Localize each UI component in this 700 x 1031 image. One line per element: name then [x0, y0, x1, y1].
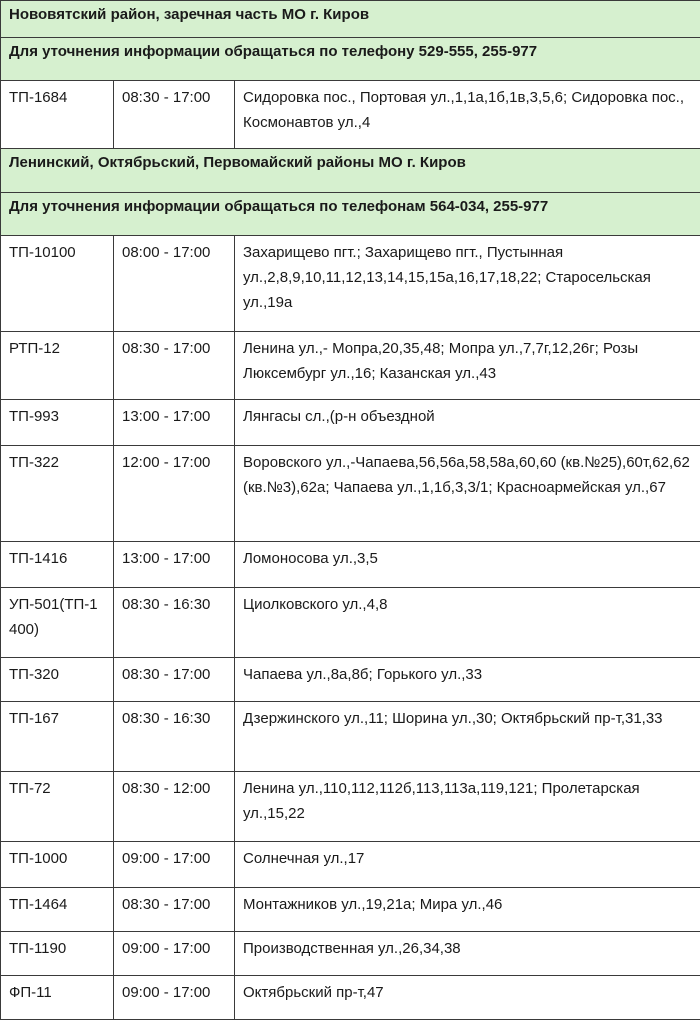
tp-cell: ФП-11: [1, 976, 114, 1020]
table-row: [1, 400, 700, 446]
district-header-row: [1, 1, 700, 38]
table-row: [1, 588, 700, 658]
time-cell: 09:00 - 17:00: [114, 976, 235, 1020]
tp-cell: ТП-993: [1, 400, 114, 446]
time-cell: 13:00 - 17:00: [114, 542, 235, 588]
address-cell: Солнечная ул.,17: [235, 842, 700, 888]
tp-cell: ТП-1190: [1, 932, 114, 976]
table-row: [1, 446, 700, 542]
table-row: [1, 658, 700, 702]
table-row: [1, 932, 700, 976]
address-cell: Захарищево пгт.; Захарищево пгт., Пустынная ул.,2,8,9,10,11,12,13,14,15,15а,16,17,18,22; Старосельская ул.,19а: [235, 236, 700, 332]
address-cell: Чапаева ул.,8а,8б; Горького ул.,33: [235, 658, 700, 702]
tp-cell: ТП-72: [1, 772, 114, 842]
time-cell: 08:30 - 12:00: [114, 772, 235, 842]
time-cell: 09:00 - 17:00: [114, 932, 235, 976]
time-cell: 09:00 - 17:00: [114, 842, 235, 888]
address-cell: Производственная ул.,26,34,38: [235, 932, 700, 976]
tp-cell: ТП-1416: [1, 542, 114, 588]
tp-cell: ТП-320: [1, 658, 114, 702]
address-cell: Ломоносова ул.,3,5: [235, 542, 700, 588]
address-cell: Дзержинского ул.,11; Шорина ул.,30; Октябрьский пр-т,31,33: [235, 702, 700, 772]
table-row: [1, 842, 700, 888]
contact-header-row: [1, 193, 700, 236]
time-cell: 08:30 - 17:00: [114, 81, 235, 149]
tp-cell: ТП-1684: [1, 81, 114, 149]
tp-cell: ТП-1000: [1, 842, 114, 888]
table-row: [1, 81, 700, 149]
tp-cell: РТП-12: [1, 332, 114, 400]
contact-info: Для уточнения информации обращаться по телефонам 564-034, 255-977: [1, 193, 700, 236]
district-name: Ленинский, Октябрьский, Первомайский районы МО г. Киров: [1, 149, 700, 193]
address-cell: Лянгасы сл.,(р-н объездной: [235, 400, 700, 446]
tp-cell: ТП-1464: [1, 888, 114, 932]
address-cell: Воровского ул.,-Чапаева,56,56а,58,58а,60,60 (кв.№25),60т,62,62 (кв.№3),62а; Чапаева ул.,1,1б,3,3/1; Красноармейская ул.,67: [235, 446, 700, 542]
time-cell: 08:30 - 16:30: [114, 588, 235, 658]
tp-cell: ТП-10100: [1, 236, 114, 332]
district-header-row: [1, 149, 700, 193]
tp-cell: ТП-167: [1, 702, 114, 772]
district-name: Нововятский район, заречная часть МО г. Киров: [1, 1, 700, 38]
contact-info: Для уточнения информации обращаться по телефону 529-555, 255-977: [1, 38, 700, 81]
table-row: [1, 332, 700, 400]
address-cell: Циолковского ул.,4,8: [235, 588, 700, 658]
address-cell: Октябрьский пр-т,47: [235, 976, 700, 1020]
time-cell: 13:00 - 17:00: [114, 400, 235, 446]
time-cell: 08:30 - 17:00: [114, 888, 235, 932]
table-row: [1, 702, 700, 772]
table-row: [1, 772, 700, 842]
table-row: [1, 976, 700, 1020]
tp-cell: УП-501(ТП-1400): [1, 588, 114, 658]
table-row: [1, 236, 700, 332]
time-cell: 08:30 - 16:30: [114, 702, 235, 772]
time-cell: 08:00 - 17:00: [114, 236, 235, 332]
address-cell: Ленина ул.,110,112,112б,113,113а,119,121; Пролетарская ул.,15,22: [235, 772, 700, 842]
tp-cell: ТП-322: [1, 446, 114, 542]
contact-header-row: [1, 38, 700, 81]
time-cell: 08:30 - 17:00: [114, 332, 235, 400]
table-row: [1, 542, 700, 588]
address-cell: Ленина ул.,- Мопра,20,35,48; Мопра ул.,7,7г,12,26г; Розы Люксембург ул.,16; Казанская ул.,43: [235, 332, 700, 400]
time-cell: 08:30 - 17:00: [114, 658, 235, 702]
time-cell: 12:00 - 17:00: [114, 446, 235, 542]
address-cell: Сидоровка пос., Портовая ул.,1,1а,1б,1в,3,5,6; Сидоровка пос., Космонавтов ул.,4: [235, 81, 700, 149]
table-row: [1, 888, 700, 932]
address-cell: Монтажников ул.,19,21а; Мира ул.,46: [235, 888, 700, 932]
